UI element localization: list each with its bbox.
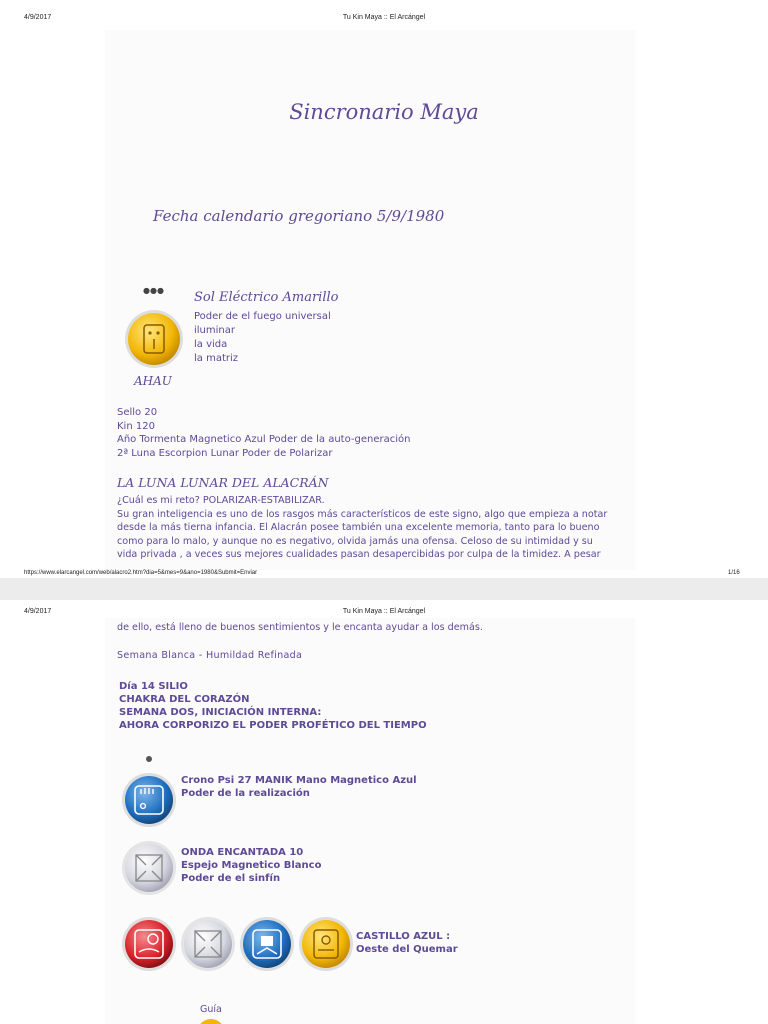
power-line: la vida (194, 339, 228, 350)
yellow-glyph-icon (298, 916, 354, 972)
day-info (119, 680, 427, 732)
paragraph-line: como para lo malo, y aunque no es negativo, olvida jamás una ofensa. Celoso de su intimidad y su (117, 535, 593, 547)
tone-dots: ●●● (143, 286, 164, 295)
tone-dot (146, 756, 152, 762)
guide-glyph-icon (196, 1018, 226, 1024)
castillo-line: Oeste del Quemar (356, 944, 458, 955)
castillo-line: CASTILLO AZUL : (356, 931, 451, 942)
onda-info (181, 846, 321, 885)
day-line: AHORA CORPORIZO EL PODER PROFÉTICO DEL TIEMPO (119, 720, 427, 731)
seal-name: Sol Eléctrico Amarillo (194, 290, 339, 305)
info-line: Año Tormenta Magnetico Azul Poder de la auto-generación (117, 434, 411, 445)
header-date: 4/9/2017 (24, 14, 52, 21)
mirror-glyph-icon (121, 840, 177, 896)
day-line: SEMANA DOS, INICIACIÓN INTERNA: (119, 707, 322, 718)
castillo-info (356, 930, 458, 956)
crono-info (181, 774, 417, 800)
pdf-page-2 (0, 600, 768, 1024)
paragraph-line: desde la más tierna infancia. El Alacrán posee también una excelente memoria, tanto para lo bueno (117, 522, 600, 533)
day-line: Día 14 SILIO (119, 681, 188, 692)
footer-page-number: 1/16 (728, 570, 740, 576)
onda-line: ONDA ENCANTADA 10 (181, 847, 304, 858)
header-title: Tu Kin Maya :: El Arcángel (342, 608, 426, 615)
day-line: CHAKRA DEL CORAZÓN (119, 694, 250, 705)
crono-line: Crono Psi 27 MANIK Mano Magnetico Azul (181, 775, 417, 786)
info-line: Sello 20 (117, 407, 158, 418)
info-line: Kin 120 (117, 420, 155, 432)
moon-title: LA LUNA LUNAR DEL ALACRÁN (117, 475, 329, 490)
seal-powers (194, 310, 331, 366)
footer-url[interactable]: https://www.elarcangel.com/web/alacro2.htm?dia=5&mes=9&ano=1980&Submit=Enviar (24, 570, 258, 576)
kin-info (117, 406, 410, 460)
onda-line: Poder de el sinfín (181, 873, 281, 884)
sun-glyph-icon (124, 309, 184, 369)
gregorian-date: Fecha calendario gregoriano 5/9/1980 (153, 207, 445, 225)
paragraph-continuation: de ello, está lleno de buenos sentimientos y le encanta ayudar a los demás. (117, 622, 483, 633)
description-paragraph (117, 494, 647, 562)
paragraph-line: ¿Cuál es mi reto? POLARIZAR-ESTABILIZAR. (117, 495, 325, 506)
header-title: Tu Kin Maya :: El Arcángel (342, 14, 426, 21)
guide-label: Guía (200, 1004, 222, 1015)
blue-glyph-icon (239, 916, 295, 972)
crono-line: Poder de la realización (181, 788, 310, 799)
white-glyph-icon (180, 916, 236, 972)
info-line: 2ª Luna Escorpion Lunar Poder de Polarizar (117, 447, 333, 459)
power-line: iluminar (194, 325, 235, 336)
paragraph-line: Su gran inteligencia es uno de los rasgos más característicos de este signo, algo que empieza a notar (117, 508, 608, 520)
week-label: Semana Blanca - Humildad Refinada (117, 650, 303, 661)
header-date: 4/9/2017 (24, 608, 52, 615)
onda-line: Espejo Magnetico Blanco (181, 860, 322, 871)
power-line: Poder de el fuego universal (194, 311, 331, 322)
power-line: la matriz (194, 353, 239, 364)
paragraph-line: vida privada , a veces sus mejores cualidades pasan desapercibidas por culpa de la timidez. A pesar (117, 549, 601, 560)
seal-sign: AHAU (134, 374, 172, 388)
hand-glyph-icon (121, 772, 177, 828)
page-title: Sincronario Maya (289, 100, 479, 124)
red-glyph-icon (121, 916, 177, 972)
